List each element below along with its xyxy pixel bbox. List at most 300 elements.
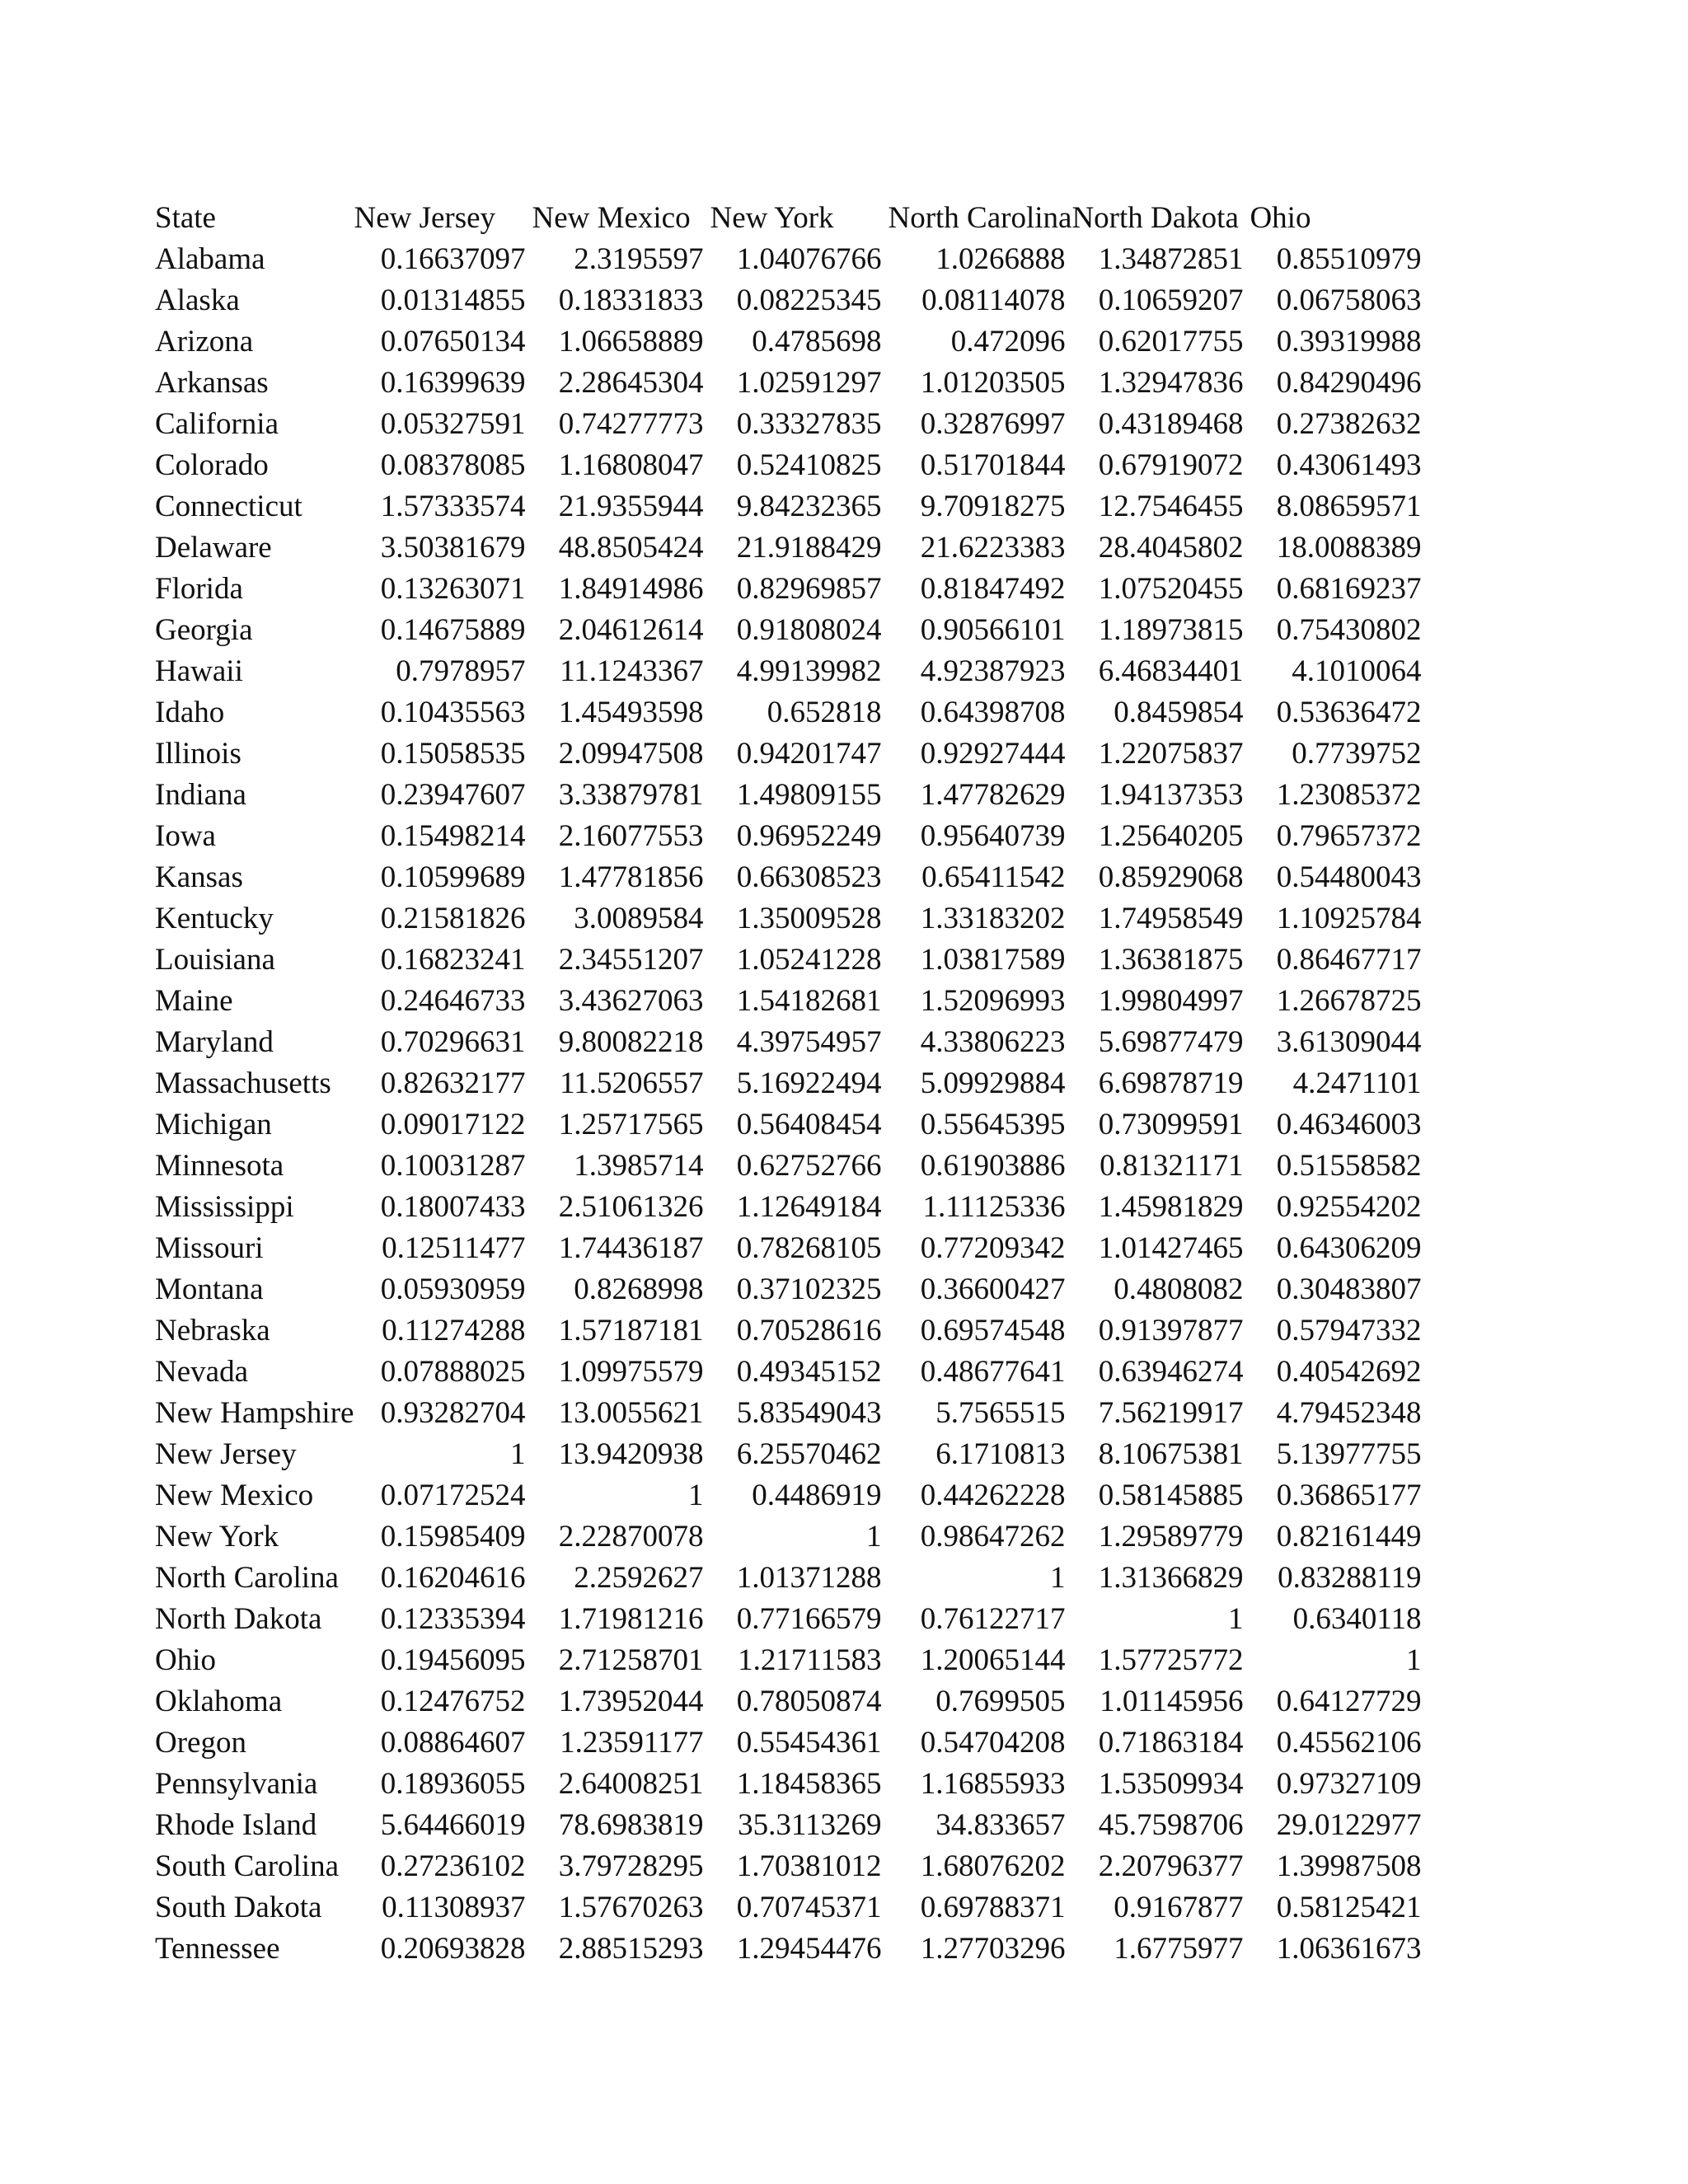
value-cell: 1.26678725 xyxy=(1276,984,1422,1018)
value-cell: 1.18973815 xyxy=(1098,613,1244,647)
value-cell: 0.55454361 xyxy=(736,1726,882,1760)
value-cell: 0.81847492 xyxy=(920,572,1066,606)
value-cell: 0.652818 xyxy=(767,696,882,729)
value-cell: 0.84290496 xyxy=(1276,366,1422,400)
value-cell: 0.91808024 xyxy=(736,613,882,647)
table-row xyxy=(155,1887,1428,1929)
value-cell: 0.56408454 xyxy=(736,1108,882,1141)
value-cell: 0.11308937 xyxy=(382,1891,526,1924)
state-name-cell: Massachusetts xyxy=(155,1066,331,1100)
value-cell: 0.92927444 xyxy=(920,737,1066,771)
value-cell: 3.79728295 xyxy=(558,1849,704,1883)
value-cell: 0.85510979 xyxy=(1276,242,1422,276)
value-cell: 0.62017755 xyxy=(1098,325,1244,359)
value-cell: 0.64398708 xyxy=(920,696,1066,729)
state-name-cell: Georgia xyxy=(155,613,253,647)
value-cell: 0.6340118 xyxy=(1292,1602,1422,1636)
value-cell: 0.77166579 xyxy=(736,1602,882,1636)
value-cell: 3.43627063 xyxy=(558,984,704,1018)
value-cell: 0.23947607 xyxy=(380,778,526,812)
value-cell: 0.86467717 xyxy=(1276,943,1422,977)
state-name-cell: Missouri xyxy=(155,1231,264,1265)
state-name-cell: Kansas xyxy=(155,860,243,894)
value-cell: 0.69574548 xyxy=(920,1314,1066,1347)
value-cell: 12.7546455 xyxy=(1098,490,1244,523)
value-cell: 2.28645304 xyxy=(558,366,704,400)
table-row xyxy=(155,1599,1428,1640)
value-cell: 28.4045802 xyxy=(1098,531,1244,565)
value-cell: 5.83549043 xyxy=(736,1396,882,1430)
value-cell: 3.50381679 xyxy=(380,531,526,565)
value-cell: 1 xyxy=(509,1437,526,1471)
value-cell: 1.68076202 xyxy=(920,1849,1066,1883)
value-cell: 2.71258701 xyxy=(558,1643,704,1677)
state-name-cell: Louisiana xyxy=(155,943,275,977)
state-name-cell: California xyxy=(155,407,279,441)
value-cell: 0.63946274 xyxy=(1098,1355,1244,1389)
value-cell: 0.21581826 xyxy=(380,902,526,935)
value-cell: 0.472096 xyxy=(950,325,1066,359)
value-cell: 0.67919072 xyxy=(1098,448,1244,482)
value-cell: 1.74958549 xyxy=(1098,902,1244,935)
value-cell: 1.25640205 xyxy=(1098,819,1244,853)
value-cell: 0.13263071 xyxy=(380,572,526,606)
value-cell: 2.64008251 xyxy=(558,1767,704,1801)
value-cell: 3.0089584 xyxy=(574,902,704,935)
value-cell: 6.25570462 xyxy=(736,1437,882,1471)
value-cell: 21.6223383 xyxy=(920,531,1066,565)
value-cell: 0.4785698 xyxy=(752,325,882,359)
column-header: North Carolina xyxy=(888,201,1072,235)
value-cell: 0.76122717 xyxy=(920,1602,1066,1636)
value-cell: 1.05241228 xyxy=(736,943,882,977)
value-cell: 0.96952249 xyxy=(736,819,882,853)
table-row xyxy=(155,940,1428,981)
state-name-cell: Montana xyxy=(155,1272,264,1306)
table-row xyxy=(155,404,1428,445)
value-cell: 0.46346003 xyxy=(1276,1108,1422,1141)
state-name-cell: New York xyxy=(155,1520,279,1554)
value-cell: 9.84232365 xyxy=(736,490,882,523)
value-cell: 0.61903886 xyxy=(920,1149,1066,1183)
value-cell: 1 xyxy=(865,1520,882,1554)
state-name-cell: Tennessee xyxy=(155,1932,280,1966)
table-row xyxy=(155,610,1428,651)
value-cell: 1.54182681 xyxy=(736,984,882,1018)
value-cell: 8.10675381 xyxy=(1098,1437,1244,1471)
value-cell: 0.12511477 xyxy=(382,1231,526,1265)
value-cell: 0.7978957 xyxy=(396,654,526,688)
value-cell: 0.08378085 xyxy=(380,448,526,482)
value-cell: 13.0055621 xyxy=(558,1396,704,1430)
value-cell: 0.05327591 xyxy=(380,407,526,441)
value-cell: 0.12335394 xyxy=(380,1602,526,1636)
table-row xyxy=(155,1846,1428,1887)
value-cell: 1.20065144 xyxy=(920,1643,1066,1677)
value-cell: 0.05930959 xyxy=(380,1272,526,1306)
value-cell: 0.51558582 xyxy=(1276,1149,1422,1183)
table-row xyxy=(155,486,1428,527)
value-cell: 0.07172524 xyxy=(380,1479,526,1512)
value-cell: 0.40542692 xyxy=(1276,1355,1422,1389)
value-cell: 1.23085372 xyxy=(1276,778,1422,812)
value-cell: 1.31366829 xyxy=(1098,1561,1244,1595)
value-cell: 0.51701844 xyxy=(920,448,1066,482)
value-cell: 0.18331833 xyxy=(558,284,704,317)
data-table xyxy=(155,198,1428,1970)
value-cell: 1 xyxy=(1049,1561,1066,1595)
value-cell: 1.21711583 xyxy=(738,1643,882,1677)
value-cell: 2.22870078 xyxy=(558,1520,704,1554)
value-cell: 0.32876997 xyxy=(920,407,1066,441)
value-cell: 0.12476752 xyxy=(380,1685,526,1718)
table-row xyxy=(155,1063,1428,1104)
value-cell: 0.01314855 xyxy=(380,284,526,317)
state-name-cell: Kentucky xyxy=(155,902,274,935)
value-cell: 0.15985409 xyxy=(380,1520,526,1554)
table-row xyxy=(155,1104,1428,1146)
value-cell: 0.58145885 xyxy=(1098,1479,1244,1512)
table-row xyxy=(155,1805,1428,1846)
value-cell: 3.33879781 xyxy=(558,778,704,812)
value-cell: 1.09975579 xyxy=(558,1355,704,1389)
state-name-cell: Nevada xyxy=(155,1355,248,1389)
state-name-cell: North Dakota xyxy=(155,1602,322,1636)
state-name-cell: South Dakota xyxy=(155,1891,322,1924)
state-name-cell: Rhode Island xyxy=(155,1808,317,1842)
value-cell: 1.99804997 xyxy=(1098,984,1244,1018)
value-cell: 0.7699505 xyxy=(935,1685,1066,1718)
table-row xyxy=(155,1269,1428,1310)
value-cell: 0.09017122 xyxy=(380,1108,526,1141)
value-cell: 0.95640739 xyxy=(920,819,1066,853)
value-cell: 0.83288119 xyxy=(1278,1561,1422,1595)
value-cell: 4.1010064 xyxy=(1292,654,1422,688)
table-row xyxy=(155,445,1428,486)
value-cell: 0.78268105 xyxy=(736,1231,882,1265)
state-name-cell: South Carolina xyxy=(155,1849,340,1883)
table-row xyxy=(155,1764,1428,1805)
value-cell: 1.57670263 xyxy=(558,1891,704,1924)
value-cell: 5.64466019 xyxy=(380,1808,526,1842)
value-cell: 0.8459854 xyxy=(1114,696,1244,729)
value-cell: 1.45981829 xyxy=(1098,1190,1244,1224)
value-cell: 2.51061326 xyxy=(558,1190,704,1224)
value-cell: 1.16808047 xyxy=(558,448,704,482)
value-cell: 5.09929884 xyxy=(920,1066,1066,1100)
value-cell: 4.39754957 xyxy=(736,1025,882,1059)
column-header: Ohio xyxy=(1250,201,1311,235)
value-cell: 0.70296631 xyxy=(380,1025,526,1059)
value-cell: 1.03817589 xyxy=(920,943,1066,977)
value-cell: 0.58125421 xyxy=(1276,1891,1422,1924)
value-cell: 0.15498214 xyxy=(380,819,526,853)
value-cell: 0.54704208 xyxy=(920,1726,1066,1760)
value-cell: 0.15058535 xyxy=(380,737,526,771)
value-cell: 1.01203505 xyxy=(920,366,1066,400)
state-name-cell: Maryland xyxy=(155,1025,274,1059)
table-row xyxy=(155,321,1428,363)
value-cell: 0.4486919 xyxy=(752,1479,882,1512)
state-name-cell: North Carolina xyxy=(155,1561,339,1595)
value-cell: 1.02591297 xyxy=(736,366,882,400)
value-cell: 1.25717565 xyxy=(558,1108,704,1141)
value-cell: 1.57333574 xyxy=(380,490,526,523)
value-cell: 0.9167877 xyxy=(1114,1891,1244,1924)
value-cell: 1.27703296 xyxy=(920,1932,1066,1966)
value-cell: 6.46834401 xyxy=(1098,654,1244,688)
value-cell: 1.94137353 xyxy=(1098,778,1244,812)
value-cell: 1.73952044 xyxy=(558,1685,704,1718)
state-name-cell: Minnesota xyxy=(155,1149,284,1183)
value-cell: 0.81321171 xyxy=(1100,1149,1244,1183)
value-cell: 0.10435563 xyxy=(380,696,526,729)
value-cell: 1.36381875 xyxy=(1098,943,1244,977)
value-cell: 0.65411542 xyxy=(921,860,1066,894)
header-row xyxy=(155,198,1428,239)
value-cell: 0.90566101 xyxy=(920,613,1066,647)
value-cell: 1.22075837 xyxy=(1098,737,1244,771)
value-cell: 0.92554202 xyxy=(1276,1190,1422,1224)
value-cell: 0.27382632 xyxy=(1276,407,1422,441)
value-cell: 1.10925784 xyxy=(1276,902,1422,935)
value-cell: 0.16823241 xyxy=(380,943,526,977)
state-name-cell: Illinois xyxy=(155,737,241,771)
value-cell: 0.18007433 xyxy=(380,1190,526,1224)
value-cell: 0.64127729 xyxy=(1276,1685,1422,1718)
value-cell: 1.84914986 xyxy=(558,572,704,606)
value-cell: 7.56219917 xyxy=(1098,1396,1244,1430)
value-cell: 4.99139982 xyxy=(736,654,882,688)
value-cell: 0.82161449 xyxy=(1276,1520,1422,1554)
state-name-cell: Nebraska xyxy=(155,1314,270,1347)
state-name-cell: Florida xyxy=(155,572,243,606)
value-cell: 0.19456095 xyxy=(380,1643,526,1677)
value-cell: 0.08225345 xyxy=(736,284,882,317)
value-cell: 0.33327835 xyxy=(736,407,882,441)
state-name-cell: Arkansas xyxy=(155,366,269,400)
value-cell: 1.11125336 xyxy=(922,1190,1066,1224)
value-cell: 1.3985714 xyxy=(574,1149,704,1183)
value-cell: 1.57187181 xyxy=(558,1314,704,1347)
value-cell: 0.49345152 xyxy=(736,1355,882,1389)
value-cell: 5.16922494 xyxy=(736,1066,882,1100)
value-cell: 0.94201747 xyxy=(736,737,882,771)
value-cell: 1.06361673 xyxy=(1276,1932,1422,1966)
value-cell: 0.43061493 xyxy=(1276,448,1422,482)
value-cell: 0.73099591 xyxy=(1098,1108,1244,1141)
value-cell: 0.64306209 xyxy=(1276,1231,1422,1265)
table-row xyxy=(155,775,1428,816)
table-row xyxy=(155,1681,1428,1722)
value-cell: 0.16399639 xyxy=(380,366,526,400)
table-row xyxy=(155,1228,1428,1269)
value-cell: 0.62752766 xyxy=(736,1149,882,1183)
value-cell: 0.97327109 xyxy=(1276,1767,1422,1801)
value-cell: 13.9420938 xyxy=(558,1437,704,1471)
value-cell: 0.93282704 xyxy=(380,1396,526,1430)
value-cell: 0.48677641 xyxy=(920,1355,1066,1389)
value-cell: 0.7739752 xyxy=(1292,737,1422,771)
value-cell: 1.6775977 xyxy=(1114,1932,1244,1966)
table-row xyxy=(155,1146,1428,1187)
value-cell: 0.16204616 xyxy=(380,1561,526,1595)
spreadsheet xyxy=(155,198,1428,1970)
value-cell: 0.36865177 xyxy=(1276,1479,1422,1512)
state-name-cell: New Jersey xyxy=(155,1437,297,1471)
table-row xyxy=(155,527,1428,569)
table-row xyxy=(155,1475,1428,1516)
value-cell: 5.7565515 xyxy=(935,1396,1066,1430)
value-cell: 0.70745371 xyxy=(736,1891,882,1924)
state-name-cell: Maine xyxy=(155,984,233,1018)
state-name-cell: Alabama xyxy=(155,242,265,276)
value-cell: 0.43189468 xyxy=(1098,407,1244,441)
value-cell: 4.2471101 xyxy=(1292,1066,1422,1100)
table-row xyxy=(155,1352,1428,1393)
value-cell: 21.9355944 xyxy=(558,490,704,523)
state-name-cell: New Hampshire xyxy=(155,1396,354,1430)
value-cell: 4.79452348 xyxy=(1276,1396,1422,1430)
value-cell: 0.08864607 xyxy=(380,1726,526,1760)
value-cell: 1.0266888 xyxy=(935,242,1066,276)
column-header: New Jersey xyxy=(354,201,496,235)
value-cell: 0.18936055 xyxy=(380,1767,526,1801)
table-row xyxy=(155,1929,1428,1970)
value-cell: 0.14675889 xyxy=(380,613,526,647)
value-cell: 0.39319988 xyxy=(1276,325,1422,359)
value-cell: 0.16637097 xyxy=(380,242,526,276)
value-cell: 0.75430802 xyxy=(1276,613,1422,647)
state-name-cell: Michigan xyxy=(155,1108,272,1141)
value-cell: 0.98647262 xyxy=(920,1520,1066,1554)
value-cell: 0.53636472 xyxy=(1276,696,1422,729)
state-name-cell: Oregon xyxy=(155,1726,246,1760)
table-row xyxy=(155,816,1428,857)
table-row xyxy=(155,1310,1428,1352)
table-row xyxy=(155,1434,1428,1475)
value-cell: 0.24646733 xyxy=(380,984,526,1018)
value-cell: 1.01371288 xyxy=(736,1561,882,1595)
value-cell: 0.8268998 xyxy=(574,1272,704,1306)
value-cell: 0.30483807 xyxy=(1276,1272,1422,1306)
state-name-cell: Alaska xyxy=(155,284,240,317)
value-cell: 0.08114078 xyxy=(921,284,1066,317)
table-row xyxy=(155,692,1428,733)
value-cell: 1.33183202 xyxy=(920,902,1066,935)
value-cell: 0.57947332 xyxy=(1276,1314,1422,1347)
column-header: New York xyxy=(710,201,834,235)
table-row xyxy=(155,981,1428,1022)
value-cell: 0.77209342 xyxy=(920,1231,1066,1265)
value-cell: 1.01427465 xyxy=(1098,1231,1244,1265)
value-cell: 0.4808082 xyxy=(1114,1272,1244,1306)
value-cell: 1.04076766 xyxy=(736,242,882,276)
value-cell: 0.82969857 xyxy=(736,572,882,606)
value-cell: 0.10659207 xyxy=(1098,284,1244,317)
value-cell: 0.06758063 xyxy=(1276,284,1422,317)
value-cell: 6.69878719 xyxy=(1098,1066,1244,1100)
value-cell: 29.0122977 xyxy=(1276,1808,1422,1842)
value-cell: 1.35009528 xyxy=(736,902,882,935)
value-cell: 0.36600427 xyxy=(920,1272,1066,1306)
value-cell: 1.52096993 xyxy=(920,984,1066,1018)
value-cell: 0.52410825 xyxy=(736,448,882,482)
state-name-cell: Arizona xyxy=(155,325,254,359)
state-name-cell: Hawaii xyxy=(155,654,243,688)
value-cell: 1.47781856 xyxy=(558,860,704,894)
value-cell: 1.29454476 xyxy=(736,1932,882,1966)
value-cell: 0.27236102 xyxy=(380,1849,526,1883)
state-name-cell: Idaho xyxy=(155,696,225,729)
value-cell: 0.69788371 xyxy=(920,1891,1066,1924)
value-cell: 2.04612614 xyxy=(558,613,704,647)
value-cell: 18.0088389 xyxy=(1276,531,1422,565)
table-body xyxy=(155,239,1428,1970)
table-row xyxy=(155,733,1428,775)
table-row xyxy=(155,569,1428,610)
value-cell: 0.79657372 xyxy=(1276,819,1422,853)
value-cell: 5.13977755 xyxy=(1276,1437,1422,1471)
value-cell: 2.16077553 xyxy=(558,819,704,853)
value-cell: 9.80082218 xyxy=(558,1025,704,1059)
value-cell: 2.09947508 xyxy=(558,737,704,771)
value-cell: 0.78050874 xyxy=(736,1685,882,1718)
value-cell: 1 xyxy=(1405,1643,1422,1677)
value-cell: 1 xyxy=(1227,1602,1244,1636)
state-name-cell: Iowa xyxy=(155,819,216,853)
value-cell: 0.07888025 xyxy=(380,1355,526,1389)
value-cell: 0.11274288 xyxy=(382,1314,526,1347)
value-cell: 1.39987508 xyxy=(1276,1849,1422,1883)
column-header: North Dakota xyxy=(1071,201,1239,235)
value-cell: 0.44262228 xyxy=(920,1479,1066,1512)
value-cell: 1.18458365 xyxy=(736,1767,882,1801)
value-cell: 0.20693828 xyxy=(380,1932,526,1966)
value-cell: 78.6983819 xyxy=(558,1808,704,1842)
table-row xyxy=(155,1640,1428,1681)
value-cell: 1.49809155 xyxy=(736,778,882,812)
value-cell: 0.10031287 xyxy=(380,1149,526,1183)
value-cell: 1.45493598 xyxy=(558,696,704,729)
state-name-cell: Pennsylvania xyxy=(155,1767,318,1801)
value-cell: 6.1710813 xyxy=(935,1437,1066,1471)
value-cell: 8.08659571 xyxy=(1276,490,1422,523)
table-row xyxy=(155,1022,1428,1063)
value-cell: 1.01145956 xyxy=(1100,1685,1244,1718)
value-cell: 0.45562106 xyxy=(1276,1726,1422,1760)
value-cell: 0.91397877 xyxy=(1098,1314,1244,1347)
value-cell: 34.833657 xyxy=(935,1808,1066,1842)
table-row xyxy=(155,1516,1428,1558)
state-name-cell: Mississippi xyxy=(155,1190,294,1224)
value-cell: 45.7598706 xyxy=(1098,1808,1244,1842)
state-name-cell: New Mexico xyxy=(155,1479,314,1512)
value-cell: 11.1243367 xyxy=(560,654,704,688)
value-cell: 0.70528616 xyxy=(736,1314,882,1347)
value-cell: 9.70918275 xyxy=(920,490,1066,523)
table-row xyxy=(155,363,1428,404)
value-cell: 0.66308523 xyxy=(736,860,882,894)
value-cell: 1 xyxy=(687,1479,704,1512)
table-row xyxy=(155,651,1428,692)
value-cell: 0.37102325 xyxy=(736,1272,882,1306)
value-cell: 1.34872851 xyxy=(1098,242,1244,276)
value-cell: 21.9188429 xyxy=(736,531,882,565)
value-cell: 5.69877479 xyxy=(1098,1025,1244,1059)
value-cell: 48.8505424 xyxy=(558,531,704,565)
value-cell: 4.33806223 xyxy=(920,1025,1066,1059)
